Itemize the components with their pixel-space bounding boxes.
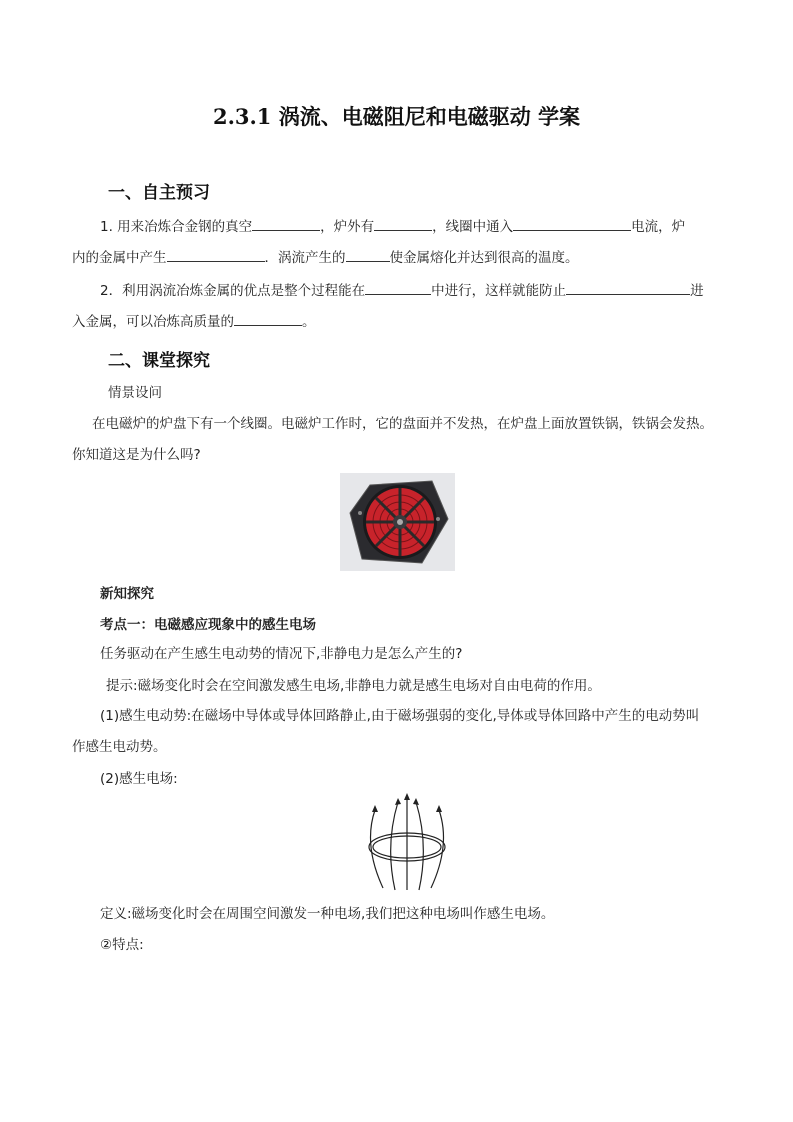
question-1-line-1 <box>100 216 685 237</box>
section-heading-explore: 二、课堂探究 <box>108 351 210 371</box>
blank-field <box>566 280 690 295</box>
point-1-heading: 考点一：电磁感应现象中的感生电场 <box>100 617 316 633</box>
item-1-line-2: 作感生电动势。 <box>72 739 167 755</box>
q1-text-g: 使金属熔化并达到很高的温度。 <box>389 250 579 266</box>
task-text: 任务驱动在产生感生电动势的情况下,非静电力是怎么产生的? <box>100 646 463 662</box>
question-2-line-2 <box>72 311 316 332</box>
question-1-line-2 <box>72 247 579 268</box>
q1-text-c: ，线圈中通入 <box>432 219 514 235</box>
scenario-text-line-1: 在电磁炉的炉盘下有一个线圈。电磁炉工作时，它的盘面并不发热，在炉盘上面放置铁锅，铁锅会发热。 <box>92 416 713 432</box>
induced-field-diagram <box>355 790 455 895</box>
q1-text-d: 电流，炉 <box>631 219 686 235</box>
q2-text-e: 。 <box>302 314 316 330</box>
q1-text-b: ，炉外有 <box>320 219 375 235</box>
scenario-text-line-2: 你知道这是为什么吗? <box>72 447 201 463</box>
blank-field <box>374 216 432 231</box>
q2-text-c: 进 <box>690 283 704 299</box>
feature-label: ②特点: <box>100 937 144 953</box>
induction-cooker-photo <box>340 473 455 571</box>
item-2-label: (2)感生电场: <box>100 771 178 787</box>
blank-field <box>365 280 431 295</box>
q2-text-a: 2．利用涡流冶炼金属的优点是整个过程能在 <box>100 283 366 299</box>
page-title: 2.3.1 涡流、电磁阻尼和电磁驱动 学案 <box>212 104 581 129</box>
question-2-line-1 <box>100 280 704 301</box>
q1-text-a: 1. 用来冶炼合金钢的真空 <box>100 219 253 235</box>
q1-text-e: 内的金属中产生 <box>72 250 167 266</box>
definition-text: 定义:磁场变化时会在周围空间激发一种电场,我们把这种电场叫作感生电场。 <box>100 906 555 922</box>
blank-field <box>346 247 390 262</box>
q2-text-d: 入金属，可以冶炼高质量的 <box>72 314 234 330</box>
blank-field <box>234 311 302 326</box>
hint-text: 提示:磁场变化时会在空间激发感生电场,非静电力就是感生电场对自由电荷的作用。 <box>106 678 601 694</box>
scenario-label: 情景设问 <box>108 385 162 401</box>
blank-field <box>252 216 320 231</box>
section-heading-preview: 一、自主预习 <box>108 183 210 203</box>
blank-field <box>167 247 265 262</box>
q2-text-b: 中进行，这样就能防止 <box>431 283 567 299</box>
item-1-line-1: (1)感生电动势:在磁场中导体或导体回路静止,由于磁场强弱的变化,导体或导体回路中产生的电动势叫 <box>100 708 700 724</box>
blank-field <box>513 216 631 231</box>
q1-text-f: ．涡流产生的 <box>264 250 346 266</box>
new-knowledge-heading: 新知探究 <box>100 586 154 602</box>
